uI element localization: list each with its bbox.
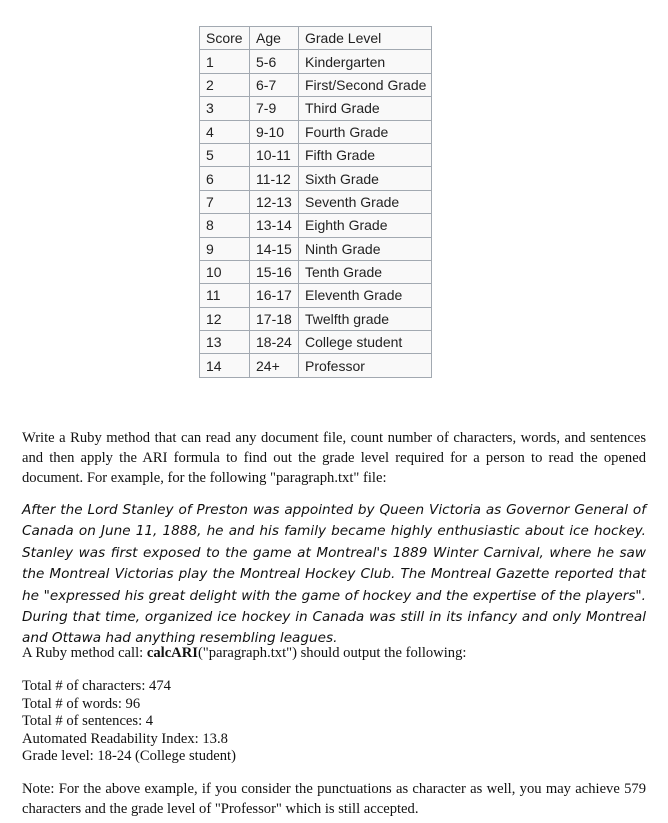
output-line: Grade level: 18-24 (College student) (22, 748, 236, 764)
cell-score: 6 (200, 167, 250, 190)
cell-age: 10-11 (250, 143, 299, 166)
cell-grade-level: Fourth Grade (299, 120, 432, 143)
cell-score: 12 (200, 307, 250, 330)
cell-grade-level: Kindergarten (299, 50, 432, 73)
cell-score: 14 (200, 354, 250, 377)
cell-grade-level: Twelfth grade (299, 307, 432, 330)
cell-age: 18-24 (250, 331, 299, 354)
cell-score: 8 (200, 214, 250, 237)
cell-score: 13 (200, 331, 250, 354)
cell-grade-level: Tenth Grade (299, 260, 432, 283)
cell-score: 2 (200, 73, 250, 96)
table-row (200, 190, 432, 213)
cell-age: 15-16 (250, 260, 299, 283)
cell-grade-level: Sixth Grade (299, 167, 432, 190)
ari-grade-table (199, 26, 432, 378)
method-name: calcARI (146, 645, 198, 661)
output-line: Total # of sentences: 4 (22, 713, 154, 729)
cell-age: 17-18 (250, 307, 299, 330)
cell-grade-level: Seventh Grade (299, 190, 432, 213)
cell-grade-level: College student (299, 331, 432, 354)
cell-age: 12-13 (250, 190, 299, 213)
cell-grade-level: First/Second Grade (299, 73, 432, 96)
output-line: Total # of characters: 474 (22, 678, 171, 694)
table-row (200, 354, 432, 377)
table-row (200, 97, 432, 120)
output-line: Automated Readability Index: 13.8 (22, 730, 228, 747)
cell-grade-level: Eleventh Grade (299, 284, 432, 307)
cell-age: 13-14 (250, 214, 299, 237)
method-call-prefix: A Ruby method call: (22, 645, 147, 661)
cell-grade-level: Professor (299, 354, 432, 377)
task-description: Write a Ruby method that can read any document file, count number of characters, words, and sentences and then apply the ARI formula to find out the grade level required for a person to read the opened document. For example, for the following "paragraph.txt" file: (22, 430, 646, 486)
method-call-suffix: should output the following: (296, 645, 467, 661)
cell-score: 5 (200, 143, 250, 166)
cell-score: 1 (200, 50, 250, 73)
table-row (200, 143, 432, 166)
output-line: Total # of words: 96 (22, 695, 141, 712)
table-row (200, 167, 432, 190)
table-row (200, 284, 432, 307)
cell-score: 9 (200, 237, 250, 260)
cell-age: 14-15 (250, 237, 299, 260)
table-row (200, 120, 432, 143)
table-row (200, 260, 432, 283)
table-header-row (200, 27, 432, 50)
header-score: Score (200, 27, 250, 50)
table-body (200, 50, 432, 377)
cell-score: 10 (200, 260, 250, 283)
cell-age: 24+ (250, 354, 299, 377)
expected-output (22, 678, 236, 766)
cell-score: 7 (200, 190, 250, 213)
table-row (200, 237, 432, 260)
method-call-line (22, 643, 466, 663)
cell-grade-level: Eighth Grade (299, 214, 432, 237)
note-text: Note: For the above example, if you consider the punctuations as character as well, you may achieve 579 characters and the grade level of "Professor" which is still accepted. (22, 781, 646, 817)
cell-age: 16-17 (250, 284, 299, 307)
header-age: Age (250, 27, 299, 50)
cell-age: 11-12 (250, 167, 299, 190)
cell-score: 3 (200, 97, 250, 120)
header-grade-level: Grade Level (299, 27, 432, 50)
cell-age: 9-10 (250, 120, 299, 143)
cell-score: 4 (200, 120, 250, 143)
table-row (200, 73, 432, 96)
cell-grade-level: Ninth Grade (299, 237, 432, 260)
example-paragraph: After the Lord Stanley of Preston was appointed by Queen Victoria as Governor General of Canada on June 11, 1888, he and his family became highly enthusiastic about ice hockey. Stanley was first exposed to the game at Montreal's 1889 Winter Carnival, where he saw the Montreal Victorias play the Montreal Hockey Club. The Montreal Gazette reported that he "expressed his great delight with the game of hockey and the expertise of the players". During that time, organized ice hockey in Canada was still in its infancy and only Montreal and Ottawa had anything resembling leagues. (22, 502, 646, 647)
cell-age: 6-7 (250, 73, 299, 96)
cell-grade-level: Fifth Grade (299, 143, 432, 166)
cell-grade-level: Third Grade (299, 97, 432, 120)
cell-age: 7-9 (250, 97, 299, 120)
table-row (200, 214, 432, 237)
cell-score: 11 (200, 284, 250, 307)
table-row (200, 307, 432, 330)
table-row (200, 50, 432, 73)
cell-age: 5-6 (250, 50, 299, 73)
method-args: ("paragraph.txt") (197, 645, 297, 661)
table-row (200, 331, 432, 354)
